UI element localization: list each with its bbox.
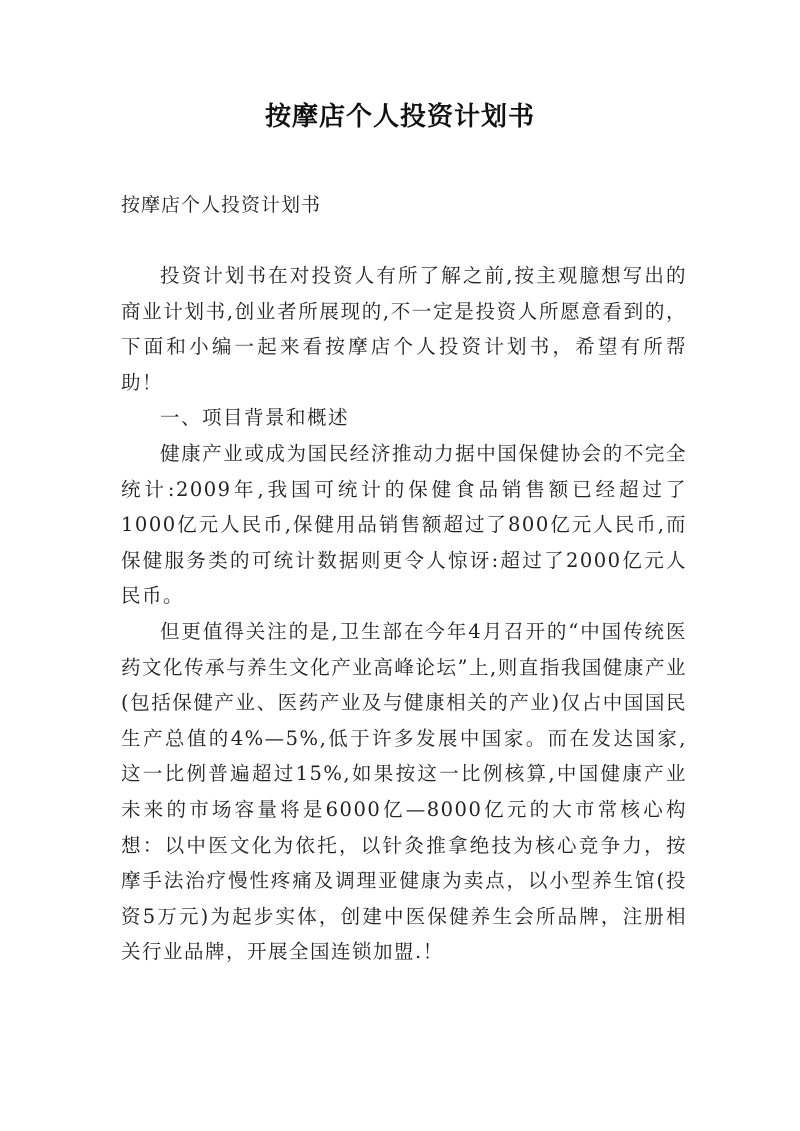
document-subtitle: 按摩店个人投资计划书 bbox=[121, 194, 322, 216]
section-heading-background: 一、项目背景和概述 bbox=[160, 406, 350, 430]
document-title: 按摩店个人投资计划书 bbox=[264, 102, 535, 132]
paragraph-market-outlook: 但更值得关注的是,卫生部在今年4月召开的“中国传统医药文化传承与养生文化产业高峰论坛”上,则直指我国健康产业(包括保健产业、医药产业及与健康相关的产业)仅占中国国民生产总值的4%—5%,低于许多发展中国家。而在发达国家,这一比例普遍超过15%,如果按这一比例核算,中国健康产业未来的市场容量将是6000亿—8000亿元的大市常核心构想：以中医文化为依托，以针灸推拿绝技为核心竞争力，按摩手法治疗慢性疼痛及调理亚健康为卖点，以小型养生馆(投资5万元)为起步实体，创建中医保健养生会所品牌，注册相关行业品牌，开展全国连锁加盟.！ bbox=[121, 619, 687, 964]
paragraph-industry-stats: 健康产业或成为国民经济推动力据中国保健协会的不完全统计:2009年,我国可统计的保健食品销售额已经超过了1000亿元人民币,保健用品销售额超过了800亿元人民币,而保健服务类的可统计数据则更令人惊讶:超过了2000亿元人民币。 bbox=[121, 441, 687, 608]
paragraph-intro: 投资计划书在对投资人有所了解之前,按主观臆想写出的商业计划书,创业者所展现的,不一定是投资人所愿意看到的，下面和小编一起来看按摩店个人投资计划书，希望有所帮助！ bbox=[121, 264, 687, 394]
document-body bbox=[121, 258, 687, 970]
